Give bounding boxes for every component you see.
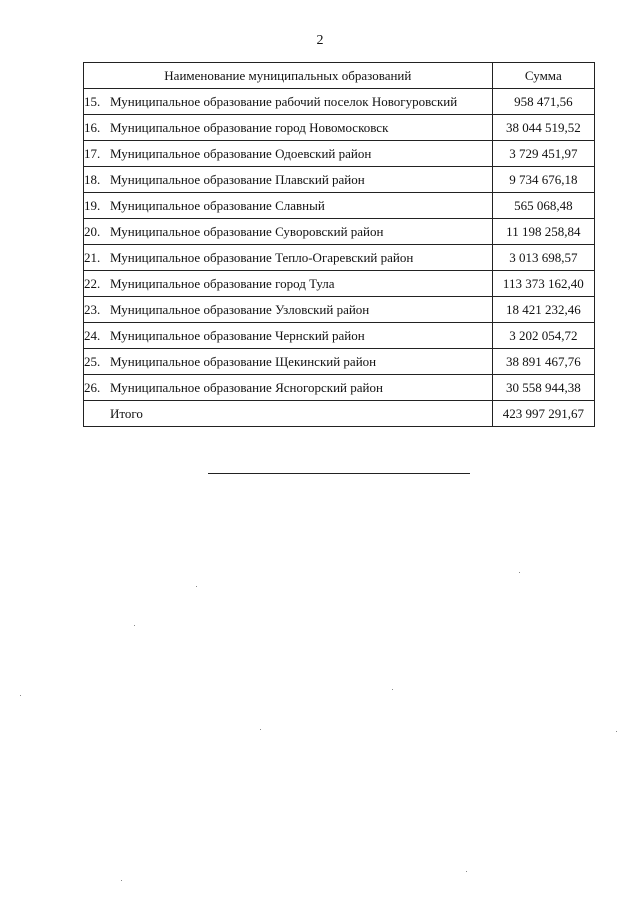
sum-cell: 30 558 944,38 [492, 375, 594, 401]
sum-cell: 958 471,56 [492, 89, 594, 115]
sum-cell: 113 373 162,40 [492, 271, 594, 297]
row-number: 20. [84, 223, 101, 239]
column-header-sum: Сумма [492, 63, 594, 89]
table-row [84, 349, 595, 375]
row-number: 16. [84, 119, 101, 135]
scan-speck [121, 880, 122, 881]
table-row [84, 271, 595, 297]
municipality-name: Муниципальное образование город Тула [110, 275, 335, 291]
row-number: 24. [84, 327, 101, 343]
sum-cell: 3 013 698,57 [492, 245, 594, 271]
scan-speck [392, 689, 393, 690]
scan-speck [616, 731, 617, 732]
municipality-name: Муниципальное образование Одоевский район [110, 145, 372, 161]
scan-speck [196, 586, 197, 587]
table-row [84, 323, 595, 349]
municipality-name: Муниципальное образование Тепло-Огаревский район [110, 249, 414, 265]
municipality-cell [84, 219, 493, 245]
column-header-name: Наименование муниципальных образований [84, 63, 493, 89]
scan-speck [20, 695, 21, 696]
total-sum-cell: 423 997 291,67 [492, 401, 594, 427]
sum-cell: 38 891 467,76 [492, 349, 594, 375]
table-row [84, 297, 595, 323]
table-row [84, 89, 595, 115]
sum-cell: 3 202 054,72 [492, 323, 594, 349]
sum-cell: 565 068,48 [492, 193, 594, 219]
page-number: 2 [316, 33, 324, 48]
row-number: 23. [84, 301, 101, 317]
table-row [84, 219, 595, 245]
row-number: 18. [84, 171, 101, 187]
scan-speck [466, 871, 467, 872]
municipality-name: Муниципальное образование Ясногорский район [110, 379, 383, 395]
table-row [84, 115, 595, 141]
municipality-name: Муниципальное образование Славный [110, 197, 325, 213]
row-number: 26. [84, 379, 101, 395]
municipality-name: Муниципальное образование рабочий поселок Новогуровский [110, 93, 458, 109]
municipality-cell [84, 245, 493, 271]
table-header-row [84, 63, 595, 89]
table-row [84, 375, 595, 401]
municipality-name: Муниципальное образование Чернский район [110, 327, 365, 343]
table-row [84, 167, 595, 193]
table-body [84, 89, 595, 427]
closing-rule-line [208, 473, 470, 474]
table-row [84, 245, 595, 271]
scan-speck [134, 625, 135, 626]
total-label-cell [84, 401, 493, 427]
table-row [84, 193, 595, 219]
scan-speck [260, 729, 261, 730]
municipality-name: Муниципальное образование Плавский район [110, 171, 365, 187]
municipality-cell [84, 193, 493, 219]
total-label: Итого [110, 405, 143, 421]
sum-cell: 3 729 451,97 [492, 141, 594, 167]
scan-speck [519, 572, 520, 573]
municipality-cell [84, 271, 493, 297]
sum-cell: 38 044 519,52 [492, 115, 594, 141]
municipality-cell [84, 167, 493, 193]
sum-cell: 18 421 232,46 [492, 297, 594, 323]
municipality-name: Муниципальное образование Щекинский район [110, 353, 377, 369]
municipality-name: Муниципальное образование Узловский район [110, 301, 370, 317]
sum-cell: 9 734 676,18 [492, 167, 594, 193]
municipality-cell [84, 349, 493, 375]
municipality-cell [84, 115, 493, 141]
municipality-cell [84, 89, 493, 115]
municipal-budget-table [83, 62, 595, 427]
municipality-cell [84, 297, 493, 323]
row-number: 15. [84, 93, 101, 109]
municipality-cell [84, 141, 493, 167]
sum-cell: 11 198 258,84 [492, 219, 594, 245]
municipality-cell [84, 323, 493, 349]
municipality-name: Муниципальное образование город Новомосковск [110, 119, 389, 135]
municipality-name: Муниципальное образование Суворовский район [110, 223, 384, 239]
row-number: 17. [84, 145, 101, 161]
total-row [84, 401, 595, 427]
table-row [84, 141, 595, 167]
row-number: 21. [84, 249, 101, 265]
row-number: 25. [84, 353, 101, 369]
row-number: 22. [84, 275, 101, 291]
row-number: 19. [84, 197, 101, 213]
municipality-cell [84, 375, 493, 401]
